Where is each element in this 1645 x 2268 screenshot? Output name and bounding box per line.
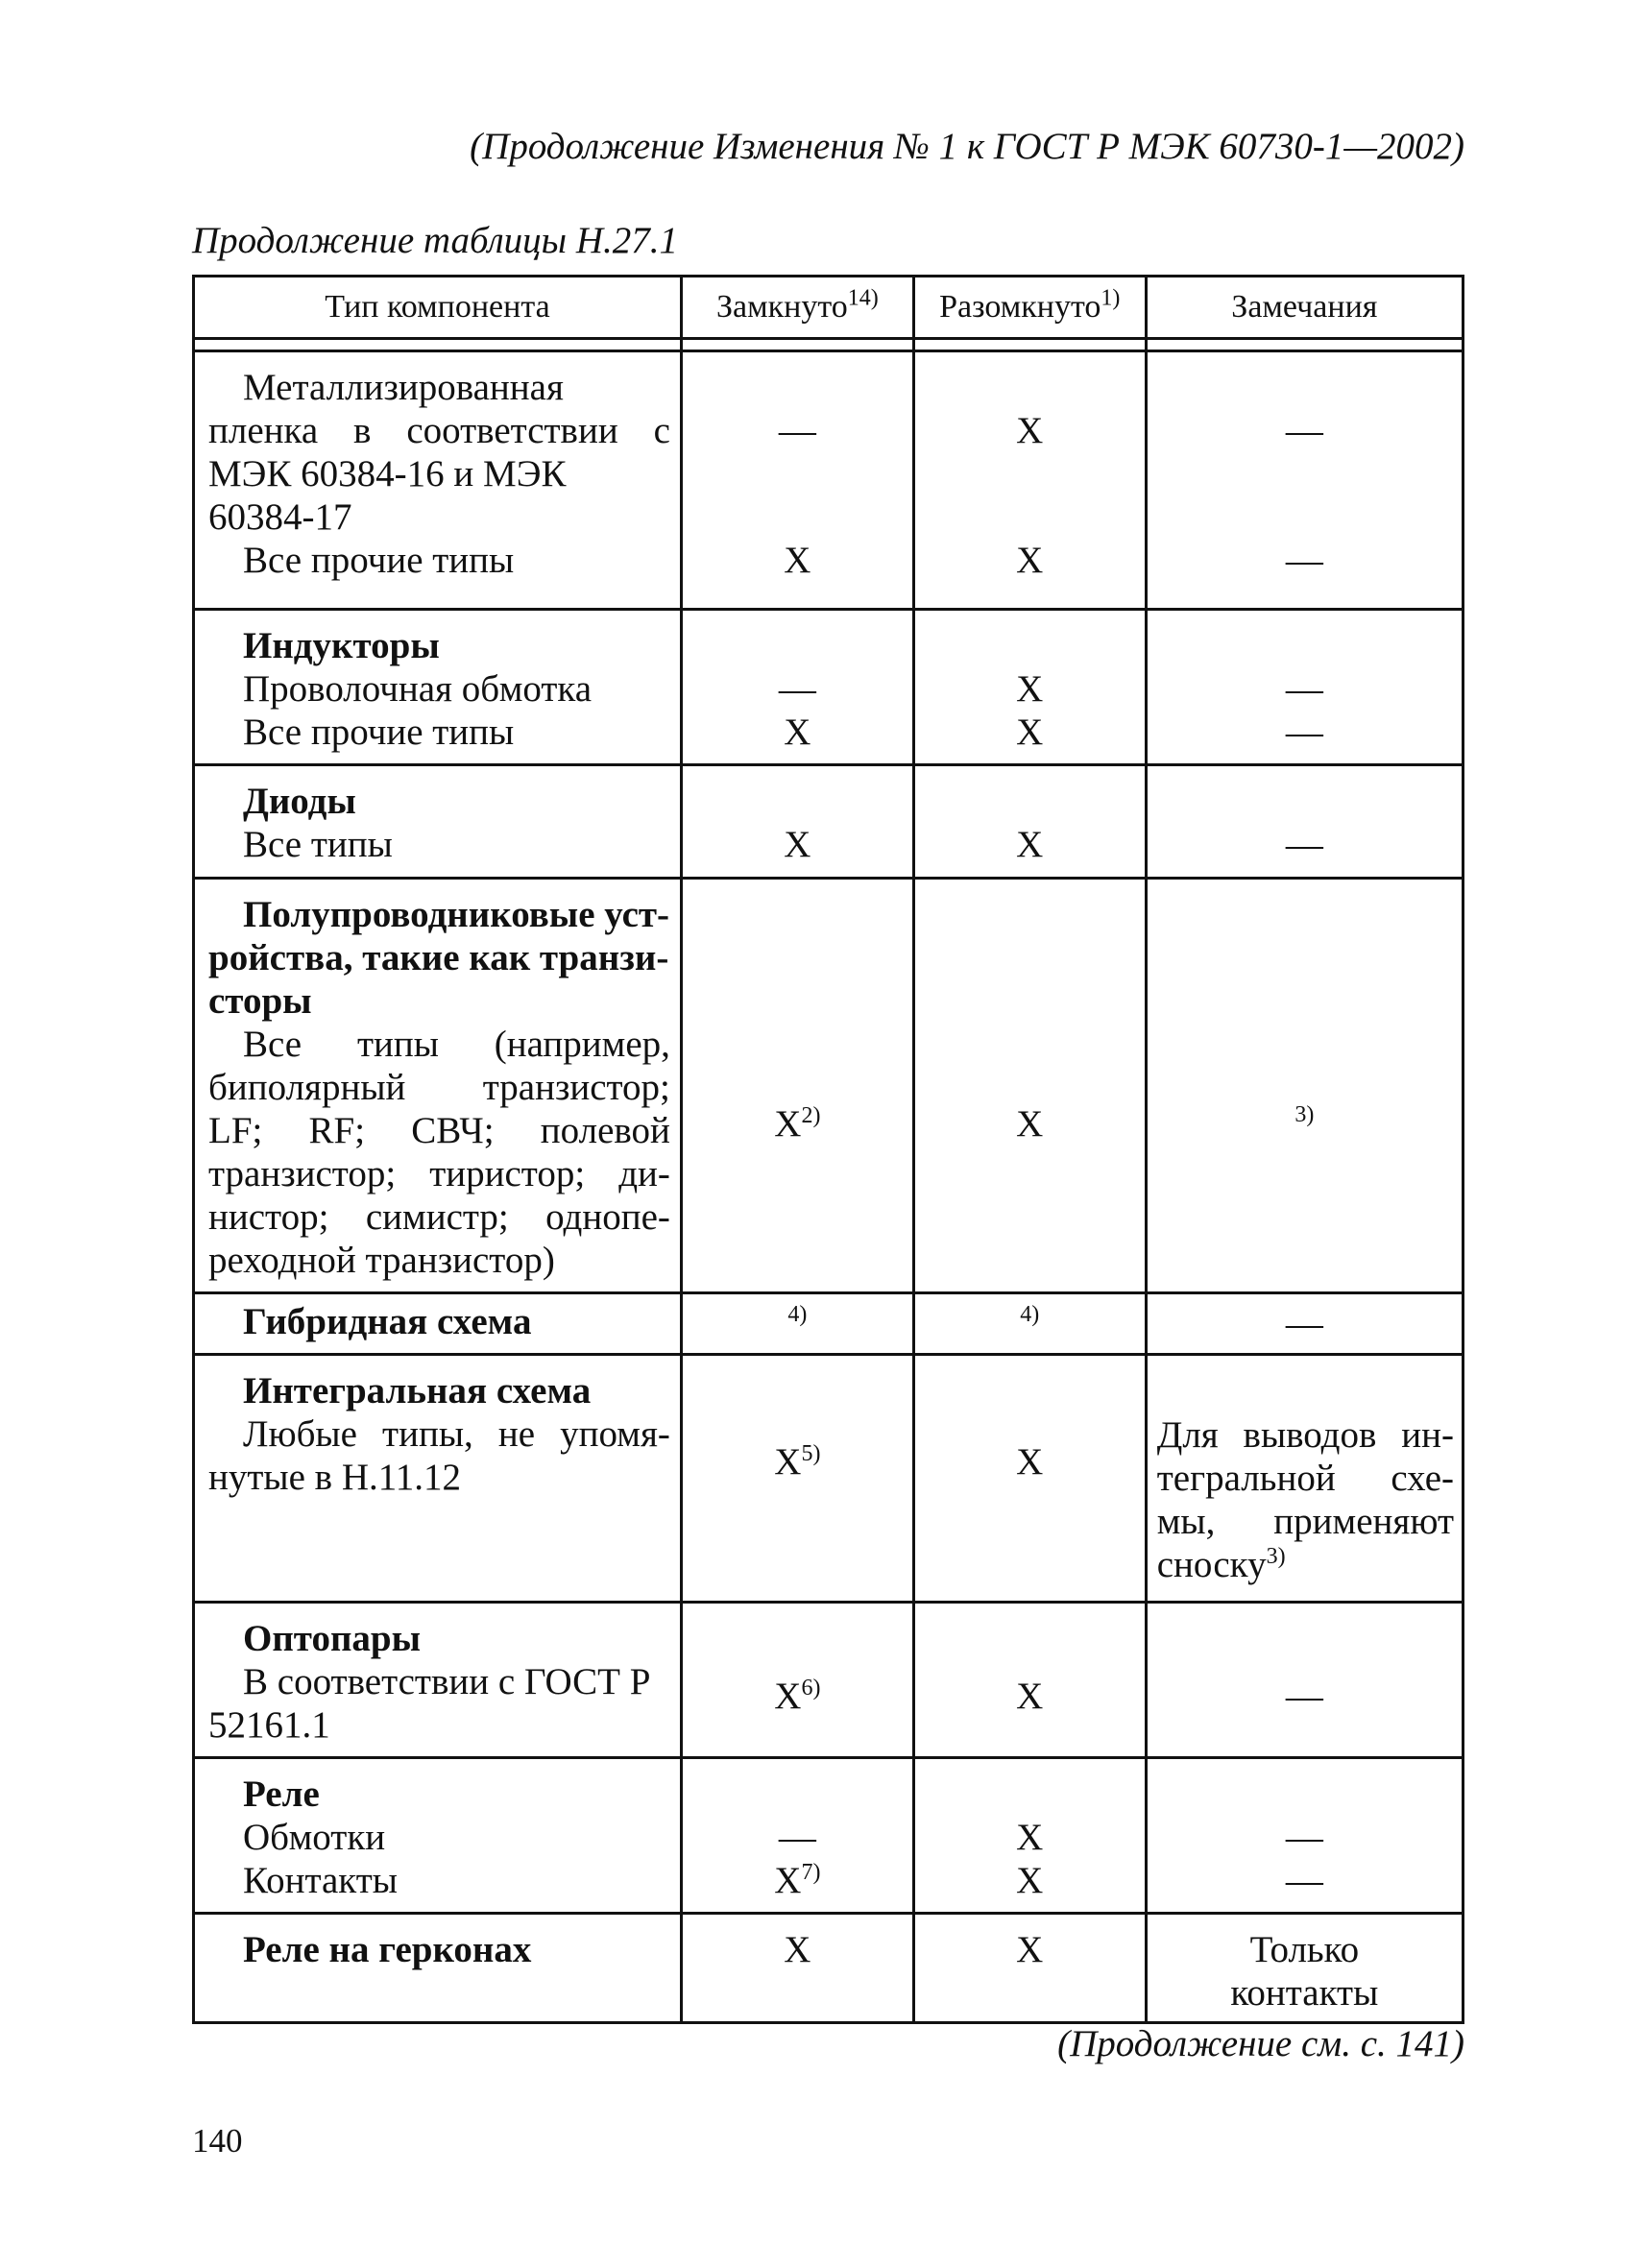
cell-value: X [774,1103,802,1145]
row-text: Все прочие типы [243,540,515,581]
cell-value: — [1285,1817,1323,1858]
cell-value: X [784,540,811,581]
row-title: Оптопары [243,1618,422,1659]
running-header: (Продолжение Изменения № 1 к ГОСТ Р МЭК 60730-1—2002) [470,126,1464,167]
cell-value: X [784,712,811,753]
cell-value: X [784,1929,811,1970]
row-title: Гибридная схема [243,1301,532,1342]
row-text: МЭК 60384-16 и МЭК [208,453,567,495]
cell-value: X [774,1860,802,1901]
col-header-type: Тип компонента [194,277,682,339]
row-text: Проволочная обмотка [243,668,593,710]
header-separator [194,339,1464,351]
remark-text: сноску [1156,1544,1267,1585]
row-text: биполярный транзистор; [208,1067,670,1108]
table-row-ic [194,1355,1464,1603]
cell-value: — [1285,668,1323,710]
row-text: Контакты [243,1860,398,1901]
footnote-ref: 7) [801,1860,821,1885]
row-title: Интегральная схема [243,1370,592,1411]
row-text: транзистор; тиристор; ди- [208,1153,670,1194]
row-text: 60384-17 [208,496,352,538]
cell-value: — [1285,1303,1323,1344]
cell-value: X [774,1676,802,1717]
table-row-relay [194,1758,1464,1914]
remark-text: Только [1249,1929,1360,1970]
footnote-ref: 6) [801,1676,821,1701]
remark-text: Для выводов ин- [1156,1414,1454,1456]
table-row-optocouplers [194,1603,1464,1758]
cell-value: X [1016,1676,1044,1717]
footnote-ref: 5) [801,1441,821,1466]
row-title: Полупроводниковые уст- [243,894,670,935]
cell-value: — [1285,1676,1323,1717]
footnote-ref: 2) [801,1103,821,1128]
col-header-open: Разомкнуто$^{1)}$ [913,277,1146,339]
row-title: Диоды [243,781,356,822]
row-title: сторы [208,980,312,1022]
cell-value: X [1016,1441,1044,1483]
remark-text: контакты [1230,1972,1379,2014]
remark-text: мы, применяют [1156,1501,1454,1542]
row-title: Реле [243,1773,320,1815]
row-text: Все типы (например, [243,1024,670,1065]
cell-value: — [778,668,816,710]
row-text: нутые в Н.11.12 [208,1457,462,1498]
row-text: пленка в соответствии с [208,410,670,451]
components-table [192,275,1464,2024]
table-row-hybrid [194,1293,1464,1355]
footnote-ref: 4) [1020,1302,1040,1327]
cell-value: X [784,824,811,865]
cell-value: — [1285,410,1323,451]
header-row [194,277,1464,339]
cell-value: X [1016,712,1044,753]
cell-value: X [1016,1860,1044,1901]
row-text: Все прочие типы [243,712,515,753]
col-header-remarks: Замечания [1146,277,1463,339]
row-text: Обмотки [243,1817,386,1858]
cell-value: — [1285,824,1323,865]
cell-value: — [1285,540,1323,581]
row-text: В соответствии с ГОСТ Р [243,1661,651,1702]
row-text: Все типы [243,824,393,865]
cell-value: X [1016,540,1044,581]
row-text: реходной транзистор) [208,1240,555,1281]
row-title: ройства, такие как транзи- [208,937,669,978]
cell-value: X [1016,1929,1044,1970]
cell-value: X [774,1441,802,1483]
cell-value: — [1285,712,1323,753]
cell-value: X [1016,410,1044,451]
cell-value: X [1016,1817,1044,1858]
row-text: нистор; симистр; однопе- [208,1196,670,1238]
cell-value: — [778,410,816,451]
row-text: Любые типы, не упомя- [243,1413,670,1455]
cell-value: X [1016,668,1044,710]
table-row-reed-relay [194,1914,1464,2023]
table-row-film [194,351,1464,610]
table-row-semiconductors [194,879,1464,1293]
row-text: LF; RF; СВЧ; полевой [208,1110,670,1151]
cell-value: — [1285,1860,1323,1901]
table-row-diodes [194,765,1464,879]
page-number: 140 [192,2122,243,2159]
row-text: 52161.1 [208,1704,330,1746]
table-caption: Продолжение таблицы Н.27.1 [192,220,679,261]
cell-value: — [778,1817,816,1858]
continuation-note: (Продолжение см. с. 141) [1057,2023,1464,2064]
cell-value: X [1016,824,1044,865]
row-title: Реле на герконах [243,1929,532,1970]
row-title: Индукторы [243,625,440,666]
footnote-ref: 3) [1266,1544,1286,1569]
footnote-ref: 4) [787,1302,808,1327]
table-row-inductors [194,610,1464,765]
cell-value: X [1016,1103,1044,1145]
col-header-closed: Замкнуто$^{14)}$ [681,277,913,339]
footnote-ref: 3) [1294,1102,1315,1127]
row-text: Металлизированная [243,367,564,408]
remark-text: тегральной схе- [1156,1458,1454,1499]
